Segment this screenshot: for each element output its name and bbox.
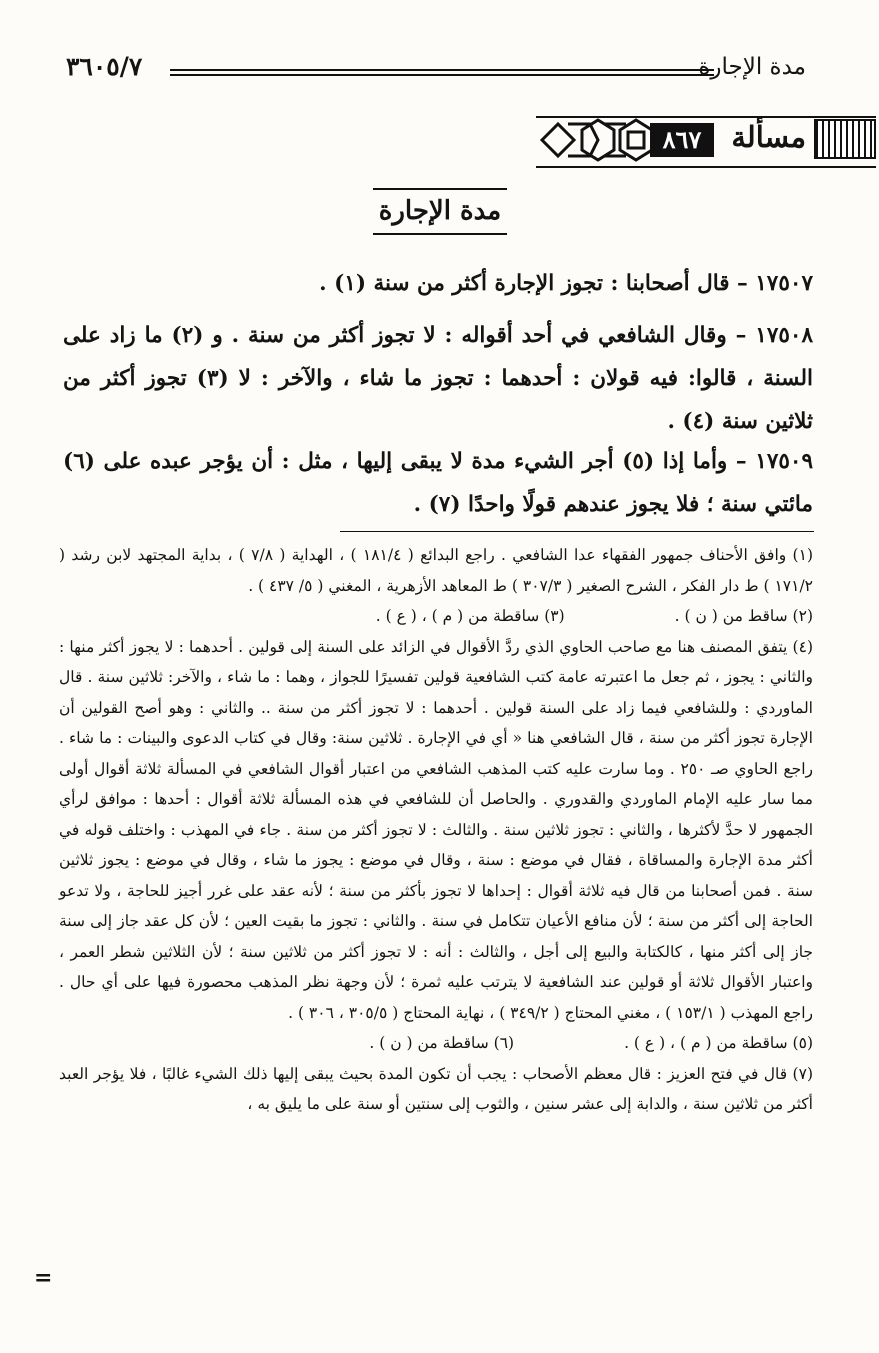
section-title-rule-top bbox=[373, 188, 507, 190]
masala-number: ٨٦٧ bbox=[650, 123, 714, 157]
paragraph-17509: ١٧٥٠٩ – وأما إذا (٥) أجر الشيء مدة لا يبقى إليها ، مثل : أن يؤجر عبده على (٦) مائتي سنة ؛ فلا يجوز عندهم قولًا واحدًا (٧) . bbox=[63, 449, 814, 517]
footnote-separator bbox=[340, 531, 814, 532]
footnote-6: (٦) ساقطة من ( ن ) . bbox=[369, 1034, 515, 1052]
running-header-page-ref: ٣٦٠٥/٧ bbox=[66, 52, 143, 81]
masala-label: مسألة bbox=[731, 120, 806, 154]
footnote-4: (٤) يتفق المصنف هنا مع صاحب الحاوي الذي ردَّ الأقوال في الزائد على السنة إلى قولين . أحدهما : لا يجوز أكثر منها : والثاني : يجوز ، ثم جعل ما اعتبرته عامة كتب الشافعية قولين تفسيرًا للجواز ، وهما : ما شاء ، والآخر: ثلاثين سنة . قال الماوردي : وللشافعي فيما زاد على السنة قولين . أحدهما : لا تجوز أكثر من سنة .. والثاني : وهو أصح القولين أن الإجارة تجوز أكثر من سنة ، قال الشافعي هنا « أي في الإجارة . ثلاثين سنة: وقال في كتاب الدعوى والبينات : ما شاء . راجع الحاوي صـ ٢٥٠ . وما سارت عليه كتب المذهب الشافعي من اعتبار أقوال الشافعي في المسألة ثلاثة أقوال أولى مما سار عليه الإمام الماوردي والقدوري . والحاصل أن للشافعي في هذه المسألة ثلاثة أقوال : أحدها : موافق لرأي الجمهور لا حدَّ لأكثرها ، والثاني : تجوز ثلاثين سنة . والثالث : لا تجوز أكثر من سنة . جاء في المهذب : واختلف قوله في أكثر مدة الإجارة والمساقاة ، فقال في موضع : سنة ، وقال في موضع : يجوز ما شاء ، وقال في موضع : يجوز ثلاثين سنة . فمن أصحابنا من قال فيه ثلاثة أقوال : إحداها لا تجوز بأكثر من سنة ؛ لأنه عقد على غرر أجيز للحاجة ، ولا تدعو الحاجة إلى أكثر من سنة ؛ لأن منافع الأعيان تتكامل في سنة . والثاني : تجوز ما بقيت العين ؛ لأن كل عقد جاز إلى سنة جاز إلى أكثر منها ، كالكتابة والبيع إلى أجل ، والثالث : أنه : لا تجوز أكثر من ثلاثين سنة ؛ لأن الثلاثين شطر العمر ، واعتبار الأقوال ثلاثة أو قولين عند الشافعية لا يترتب عليه ثمرة ؛ لأن وجهة نظر المذهب محصورة فيها على أي حال . راجع المهذب ( ١٥٣/١ ) ، مغني المحتاج ( ٣٤٩/٢ ) ، نهاية المحتاج ( ٣٠٥/٥ ، ٣٠٦ ) . bbox=[59, 637, 814, 1022]
footnote-5: (٥) ساقطة من ( م ) ، ( ع ) . bbox=[624, 1034, 813, 1052]
running-header bbox=[66, 52, 806, 92]
footnote-row-5-6 bbox=[59, 1028, 813, 1059]
paragraph-17508: ١٧٥٠٨ – وقال الشافعي في أحد أقواله : لا تجوز أكثر من سنة . و (٢) ما زاد على السنة ، قالوا: فيه قولان : أحدهما : تجوز ما شاء ، والآخر : لا (٣) تجوز أكثر من ثلاثين سنة (٤) . bbox=[63, 323, 814, 434]
footnote-2: (٢) ساقط من ( ن ) . bbox=[674, 607, 813, 625]
footnotes bbox=[59, 540, 813, 1120]
masala-knot-ornament bbox=[538, 116, 656, 164]
footnote-3: (٣) ساقطة من ( م ) ، ( ع ) . bbox=[375, 607, 565, 625]
continuation-mark: = bbox=[34, 1265, 53, 1291]
footnote-1: (١) وافق الأحناف جمهور الفقهاء عدا الشافعي . راجع البدائع ( ١٨١/٤ ) ، الهداية ( ٧/٨ ) ، بداية المجتهد لابن رشد ( ١٧١/٢ ) ط دار الفكر ، الشرح الصغير ( ٣٠٧/٣ ) ط المعاهد الأزهرية ، المغني ( ٥/ ٤٣٧ ) . bbox=[59, 546, 813, 595]
paragraph-17507: ١٧٥٠٧ – قال أصحابنا : تجوز الإجارة أكثر من سنة (١) . bbox=[319, 271, 813, 296]
masala-banner bbox=[530, 112, 879, 168]
footnote-7: (٧) قال في فتح العزيز : قال معظم الأصحاب : يجب أن تكون المدة بحيث يبقى إليها ذلك الشيء غالبًا ، فلا يؤجر العبد أكثر من ثلاثين سنة ، والدابة إلى عشر سنين ، والثوب إلى سنتين أو سنة على ما يليق به ، bbox=[59, 1064, 813, 1113]
running-header-title: مدة الإجارة bbox=[698, 54, 806, 80]
section-title-rule-bottom bbox=[373, 233, 507, 235]
footnote-row-2-3 bbox=[59, 601, 813, 632]
masala-bars-ornament bbox=[814, 119, 876, 159]
section-title: مدة الإجارة bbox=[378, 196, 502, 226]
header-rule bbox=[170, 69, 714, 76]
